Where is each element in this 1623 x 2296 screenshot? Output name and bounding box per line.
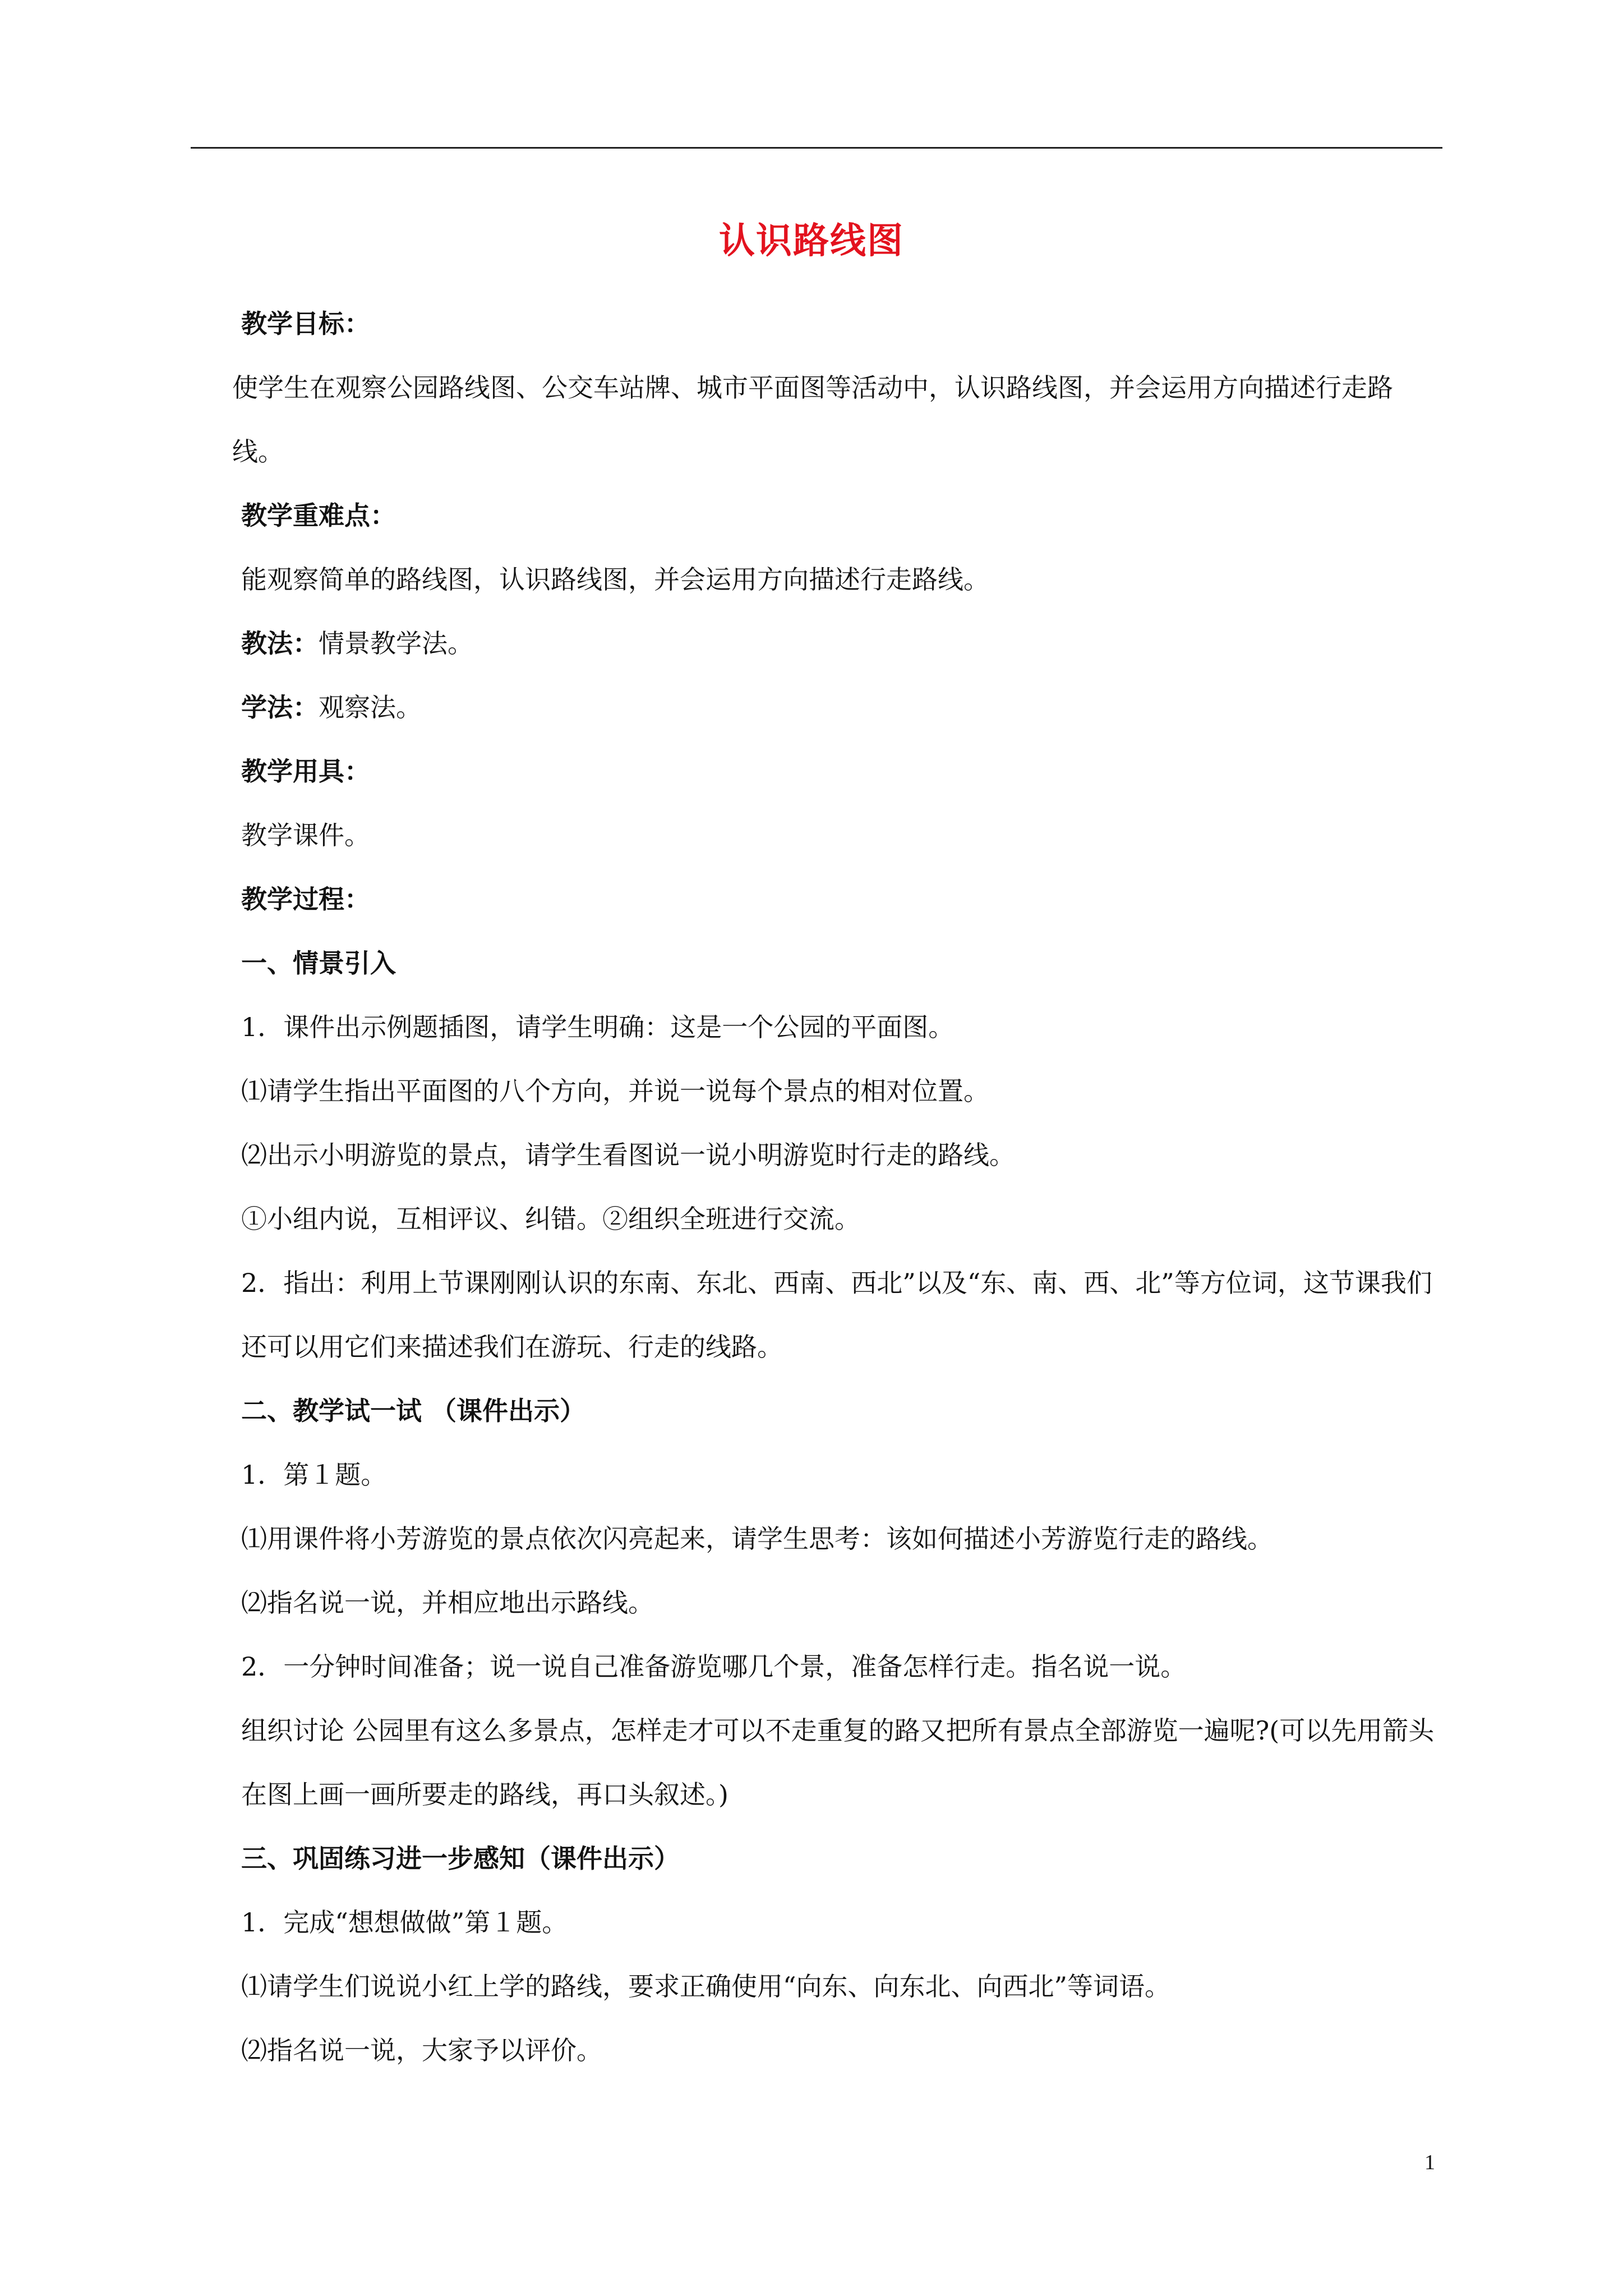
section-1-item-1c: ①小组内说，互相评议、纠错。②组织全班进行交流。 — [241, 1204, 860, 1234]
objectives-paragraph: 使学生在观察公园路线图、公交车站牌、城市平面图等活动中，认识路线图，并会运用方向描述行走路线。 — [232, 372, 1393, 467]
teaching-method-line — [241, 611, 1441, 675]
section-2-item-1b: ⑵指名说一说，并相应地出示路线。 — [241, 1588, 654, 1618]
heading-teaching-tools: 教学用具： — [241, 756, 370, 786]
teaching-method-value: 情景教学法。 — [319, 628, 473, 659]
learning-method-value: 观察法。 — [319, 692, 422, 723]
section-3-item-1: 1．完成“想想做做”第１题。 — [241, 1907, 568, 1938]
section-3-heading: 三、巩固练习进一步感知（课件出示） — [241, 1843, 680, 1874]
teaching-tools-text: 教学课件。 — [241, 820, 370, 850]
section-2-discussion: 组织讨论 公园里有这么多景点，怎样走才可以不走重复的路又把所有景点全部游览一遍呢?(可以先用箭头在图上画一画所要走的路线，再口头叙述。) — [241, 1715, 1435, 1810]
section-1-item-1: 1．课件出示例题插图，请学生明确：这是一个公园的平面图。 — [241, 1012, 955, 1042]
learning-method-label: 学法： — [241, 692, 319, 723]
section-2-item-1: 1．第１题。 — [241, 1460, 387, 1490]
section-1-item-2: 2．指出：利用上节课刚刚认识的东南、东北、西南、西北”以及“东、南、西、北”等方位词，这节课我们还可以用它们来描述我们在游玩、行走的线路。 — [241, 1268, 1432, 1362]
section-2-item-1a: ⑴用课件将小芳游览的景点依次闪亮起来，请学生思考：该如何描述小芳游览行走的路线。 — [241, 1524, 1273, 1554]
heading-teaching-process: 教学过程： — [241, 884, 370, 914]
document-body — [232, 292, 1441, 2082]
page-title: 认识路线图 — [719, 220, 904, 262]
teaching-method-label: 教法： — [241, 628, 319, 659]
section-3-item-1b: ⑵指名说一说，大家予以评价。 — [241, 2035, 602, 2065]
section-1-item-1b: ⑵出示小明游览的景点，请学生看图说一说小明游览时行走的路线。 — [241, 1140, 1015, 1170]
section-3-item-1a: ⑴请学生们说说小红上学的路线，要求正确使用“向东、向东北、向西北”等词语。 — [241, 1971, 1171, 2001]
section-2-heading: 二、教学试一试 （课件出示） — [241, 1396, 586, 1426]
learning-method-line — [241, 675, 1441, 739]
section-1-heading: 一、情景引入 — [241, 948, 396, 978]
section-2-item-2: 2．一分钟时间准备；说一说自己准备游览哪几个景，准备怎样行走。指名说一说。 — [241, 1651, 1187, 1682]
heading-key-points: 教学重难点： — [241, 500, 396, 531]
heading-objectives: 教学目标： — [241, 309, 370, 339]
page-number: 1 — [1424, 2151, 1435, 2174]
key-points-text: 能观察简单的路线图，认识路线图，并会运用方向描述行走路线。 — [241, 564, 989, 595]
section-1-item-1a: ⑴请学生指出平面图的八个方向，并说一说每个景点的相对位置。 — [241, 1076, 989, 1106]
header-rule — [191, 147, 1442, 149]
